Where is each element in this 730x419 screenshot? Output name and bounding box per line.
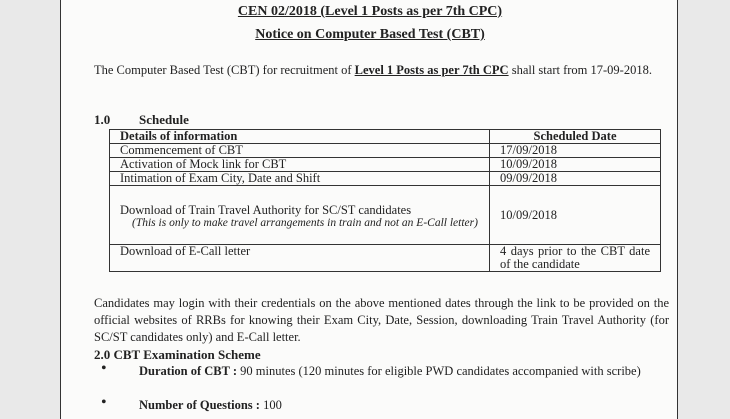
exam-scheme-heading: 2.0 CBT Examination Scheme (94, 347, 261, 362)
bullet-icon: • (101, 394, 107, 411)
notice-subtitle: Notice on Computer Based Test (CBT) (255, 27, 485, 42)
row-note: (This is only to make travel arrangements in train and not an E-Call letter) (132, 217, 478, 229)
table-row (110, 158, 661, 172)
column-header-details: Details of information (110, 130, 490, 144)
row-date: 10/09/2018 (490, 186, 661, 245)
schedule-heading: Schedule (139, 112, 189, 127)
row-date: 4 days prior to the CBT date of the candidate (490, 245, 661, 272)
bullet-icon: • (101, 360, 107, 377)
row-date: 10/09/2018 (490, 158, 661, 172)
bullet-text: 100 (259, 398, 282, 412)
table-row (110, 186, 661, 245)
row-date: 17/09/2018 (490, 144, 661, 158)
intro-emphasis: Level 1 Posts as per 7th CPC (354, 63, 509, 77)
intro-text-after: shall start from 17-09-2018. (508, 63, 652, 77)
table-row (110, 172, 661, 186)
row-detail-cell (110, 186, 490, 245)
login-paragraph: Candidates may login with their credentials on the above mentioned dates through the link to be provided on the official websites of RRBs for knowing their Exam City, Date, Session, downloading Train Travel Authority (for SC/ST candidates only) and E-Call letter. (94, 296, 669, 344)
row-date: 09/09/2018 (490, 172, 661, 186)
row-detail: Download of E-Call letter (110, 245, 490, 272)
table-header-row (110, 130, 661, 144)
list-item (101, 394, 671, 412)
table-row (110, 144, 661, 158)
column-header-date: Scheduled Date (490, 130, 661, 144)
notice-page (60, 0, 678, 419)
intro-text-before: The Computer Based Test (CBT) for recruitment of (94, 63, 355, 77)
table-row (110, 245, 661, 272)
intro-paragraph (94, 62, 669, 79)
bullet-label: Number of Questions : (139, 398, 260, 412)
schedule-table (109, 129, 661, 272)
row-detail: Download of Train Travel Authority for SC/ST candidates (120, 203, 412, 217)
schedule-number: 1.0 (94, 112, 111, 127)
row-detail: Intimation of Exam City, Date and Shift (110, 172, 490, 186)
row-detail: Activation of Mock link for CBT (110, 158, 490, 172)
list-item (101, 360, 671, 378)
bullet-text: 90 minutes (120 minutes for eligible PWD candidates accompanied with scribe) (237, 364, 641, 378)
bullet-label: Duration of CBT : (139, 364, 238, 378)
row-detail: Commencement of CBT (110, 144, 490, 158)
notice-title: CEN 02/2018 (Level 1 Posts as per 7th CPC) (237, 4, 503, 19)
